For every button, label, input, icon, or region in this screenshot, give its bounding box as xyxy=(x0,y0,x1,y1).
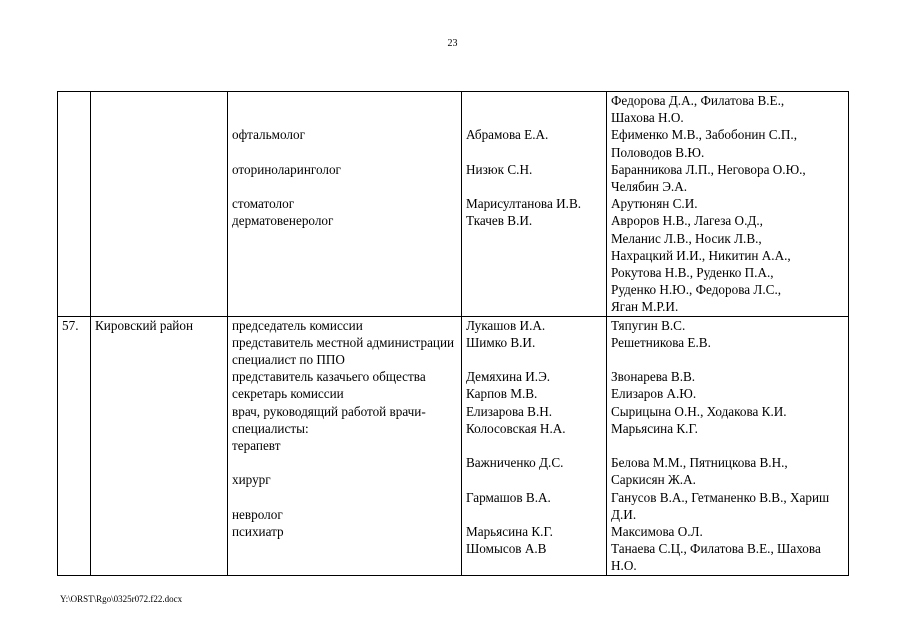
reserve-line: Рокутова Н.В., Руденко П.А., xyxy=(611,265,774,281)
cell-reserves xyxy=(607,316,849,575)
cell-district xyxy=(91,92,228,317)
role-text: председатель комиссии xyxy=(232,317,363,333)
reserve-line: Половодов В.Ю. xyxy=(611,144,705,160)
role-text: врач, руководящий работой врачи-специалисты: xyxy=(232,403,426,436)
cell-members xyxy=(462,92,607,317)
reserve-line: Меланис Л.В., Носик Л.В., xyxy=(611,230,762,246)
role-text: терапевт xyxy=(232,438,281,454)
commission-table xyxy=(57,91,849,576)
member-name: Карпов М.В. xyxy=(466,386,538,402)
member-name: Демяхина И.Э. xyxy=(466,369,551,385)
member-name: Лукашов И.А. xyxy=(466,317,546,333)
table-row-57 xyxy=(58,316,849,575)
member-name xyxy=(466,144,602,161)
cell-number xyxy=(58,92,91,317)
file-path-footer: Y:\ORST\Rgo\0325r072.f22.docx xyxy=(60,594,183,604)
page-number: 23 xyxy=(447,38,458,49)
member-name: Шомысов А.В xyxy=(466,541,547,557)
member-name: Низюк С.Н. xyxy=(466,161,533,177)
role-text xyxy=(232,178,457,195)
cell-roles xyxy=(228,92,462,317)
member-name: Шимко В.И. xyxy=(466,334,536,350)
reserve-line: Белова М.М., Пятницкова В.Н., Саркисян Ж.А. xyxy=(611,455,788,488)
member-name: Елизарова В.Н. xyxy=(466,403,553,419)
reserve-line: Федорова Д.А., Филатова В.Е., xyxy=(611,93,785,108)
reserve-line: Авроров Н.В., Лагеза О.Д., xyxy=(611,213,763,229)
member-name xyxy=(466,92,602,109)
reserve-line: Елизаров А.Ю. xyxy=(611,386,697,402)
member-name: Ткачев В.И. xyxy=(466,213,533,229)
table-row-continuation xyxy=(58,92,849,317)
reserve-line: Сырицына О.Н., Ходакова К.И. xyxy=(611,403,787,419)
member-name xyxy=(466,109,602,126)
member-name: Гармашов В.А. xyxy=(466,489,551,505)
role-text: секретарь комиссии xyxy=(232,386,344,402)
cell-roles xyxy=(228,316,462,575)
reserve-line: Решетникова Е.В. xyxy=(611,334,711,350)
reserve-line: Марьясина К.Г. xyxy=(611,420,698,436)
reserve-line: Ефименко М.В., Забобонин С.П., xyxy=(611,127,797,143)
reserve-line: Звонарева В.В. xyxy=(611,369,696,385)
member-name: Марисултанова И.В. xyxy=(466,196,582,212)
district-name: Кировский район xyxy=(91,316,228,575)
reserve-line: Руденко Н.Ю., Федорова Л.С., xyxy=(611,282,782,298)
role-text xyxy=(232,109,457,126)
role-text: стоматолог xyxy=(232,196,295,212)
role-text: невролог xyxy=(232,506,283,522)
cell-members xyxy=(462,316,607,575)
reserve-line: Арутюнян С.И. xyxy=(611,196,698,212)
role-text: специалист по ППО xyxy=(232,352,345,368)
role-text: дерматовенеролог xyxy=(232,213,334,229)
role-text: психиатр xyxy=(232,524,284,540)
member-name: Марьясина К.Г. xyxy=(466,524,553,540)
cell-reserves xyxy=(607,92,849,317)
role-text: представитель местной администрации xyxy=(232,334,455,350)
reserve-line: Максимова О.Л. xyxy=(611,524,703,540)
reserve-line: Яган М.Р.И. xyxy=(611,299,679,315)
reserve-line: Баранникова Л.П., Неговора О.Ю., xyxy=(611,161,806,177)
reserve-line: Шахова Н.О. xyxy=(611,110,684,126)
member-name xyxy=(466,178,602,195)
role-text: офтальмолог xyxy=(232,127,305,143)
role-text xyxy=(232,144,457,161)
reserve-line: Ганусов В.А., Гетманенко В.В., Хариш Д.И. xyxy=(611,489,830,522)
role-text: оториноларинголог xyxy=(232,161,341,177)
member-name: Колосовская Н.А. xyxy=(466,420,566,436)
row-number: 57. xyxy=(58,316,91,575)
role-text: представитель казачьего общества xyxy=(232,369,426,385)
role-text xyxy=(232,92,457,109)
role-text: хирург xyxy=(232,472,271,488)
reserve-line: Нахрацкий И.И., Никитин А.А., xyxy=(611,247,791,263)
member-name: Важниченко Д.С. xyxy=(466,455,564,471)
reserve-line: Тяпугин В.С. xyxy=(611,317,686,333)
reserve-line: Челябин Э.А. xyxy=(611,179,688,195)
member-name: Абрамова Е.А. xyxy=(466,127,549,143)
reserve-line: Танаева С.Ц., Филатова В.Е., Шахова Н.О. xyxy=(611,541,821,574)
